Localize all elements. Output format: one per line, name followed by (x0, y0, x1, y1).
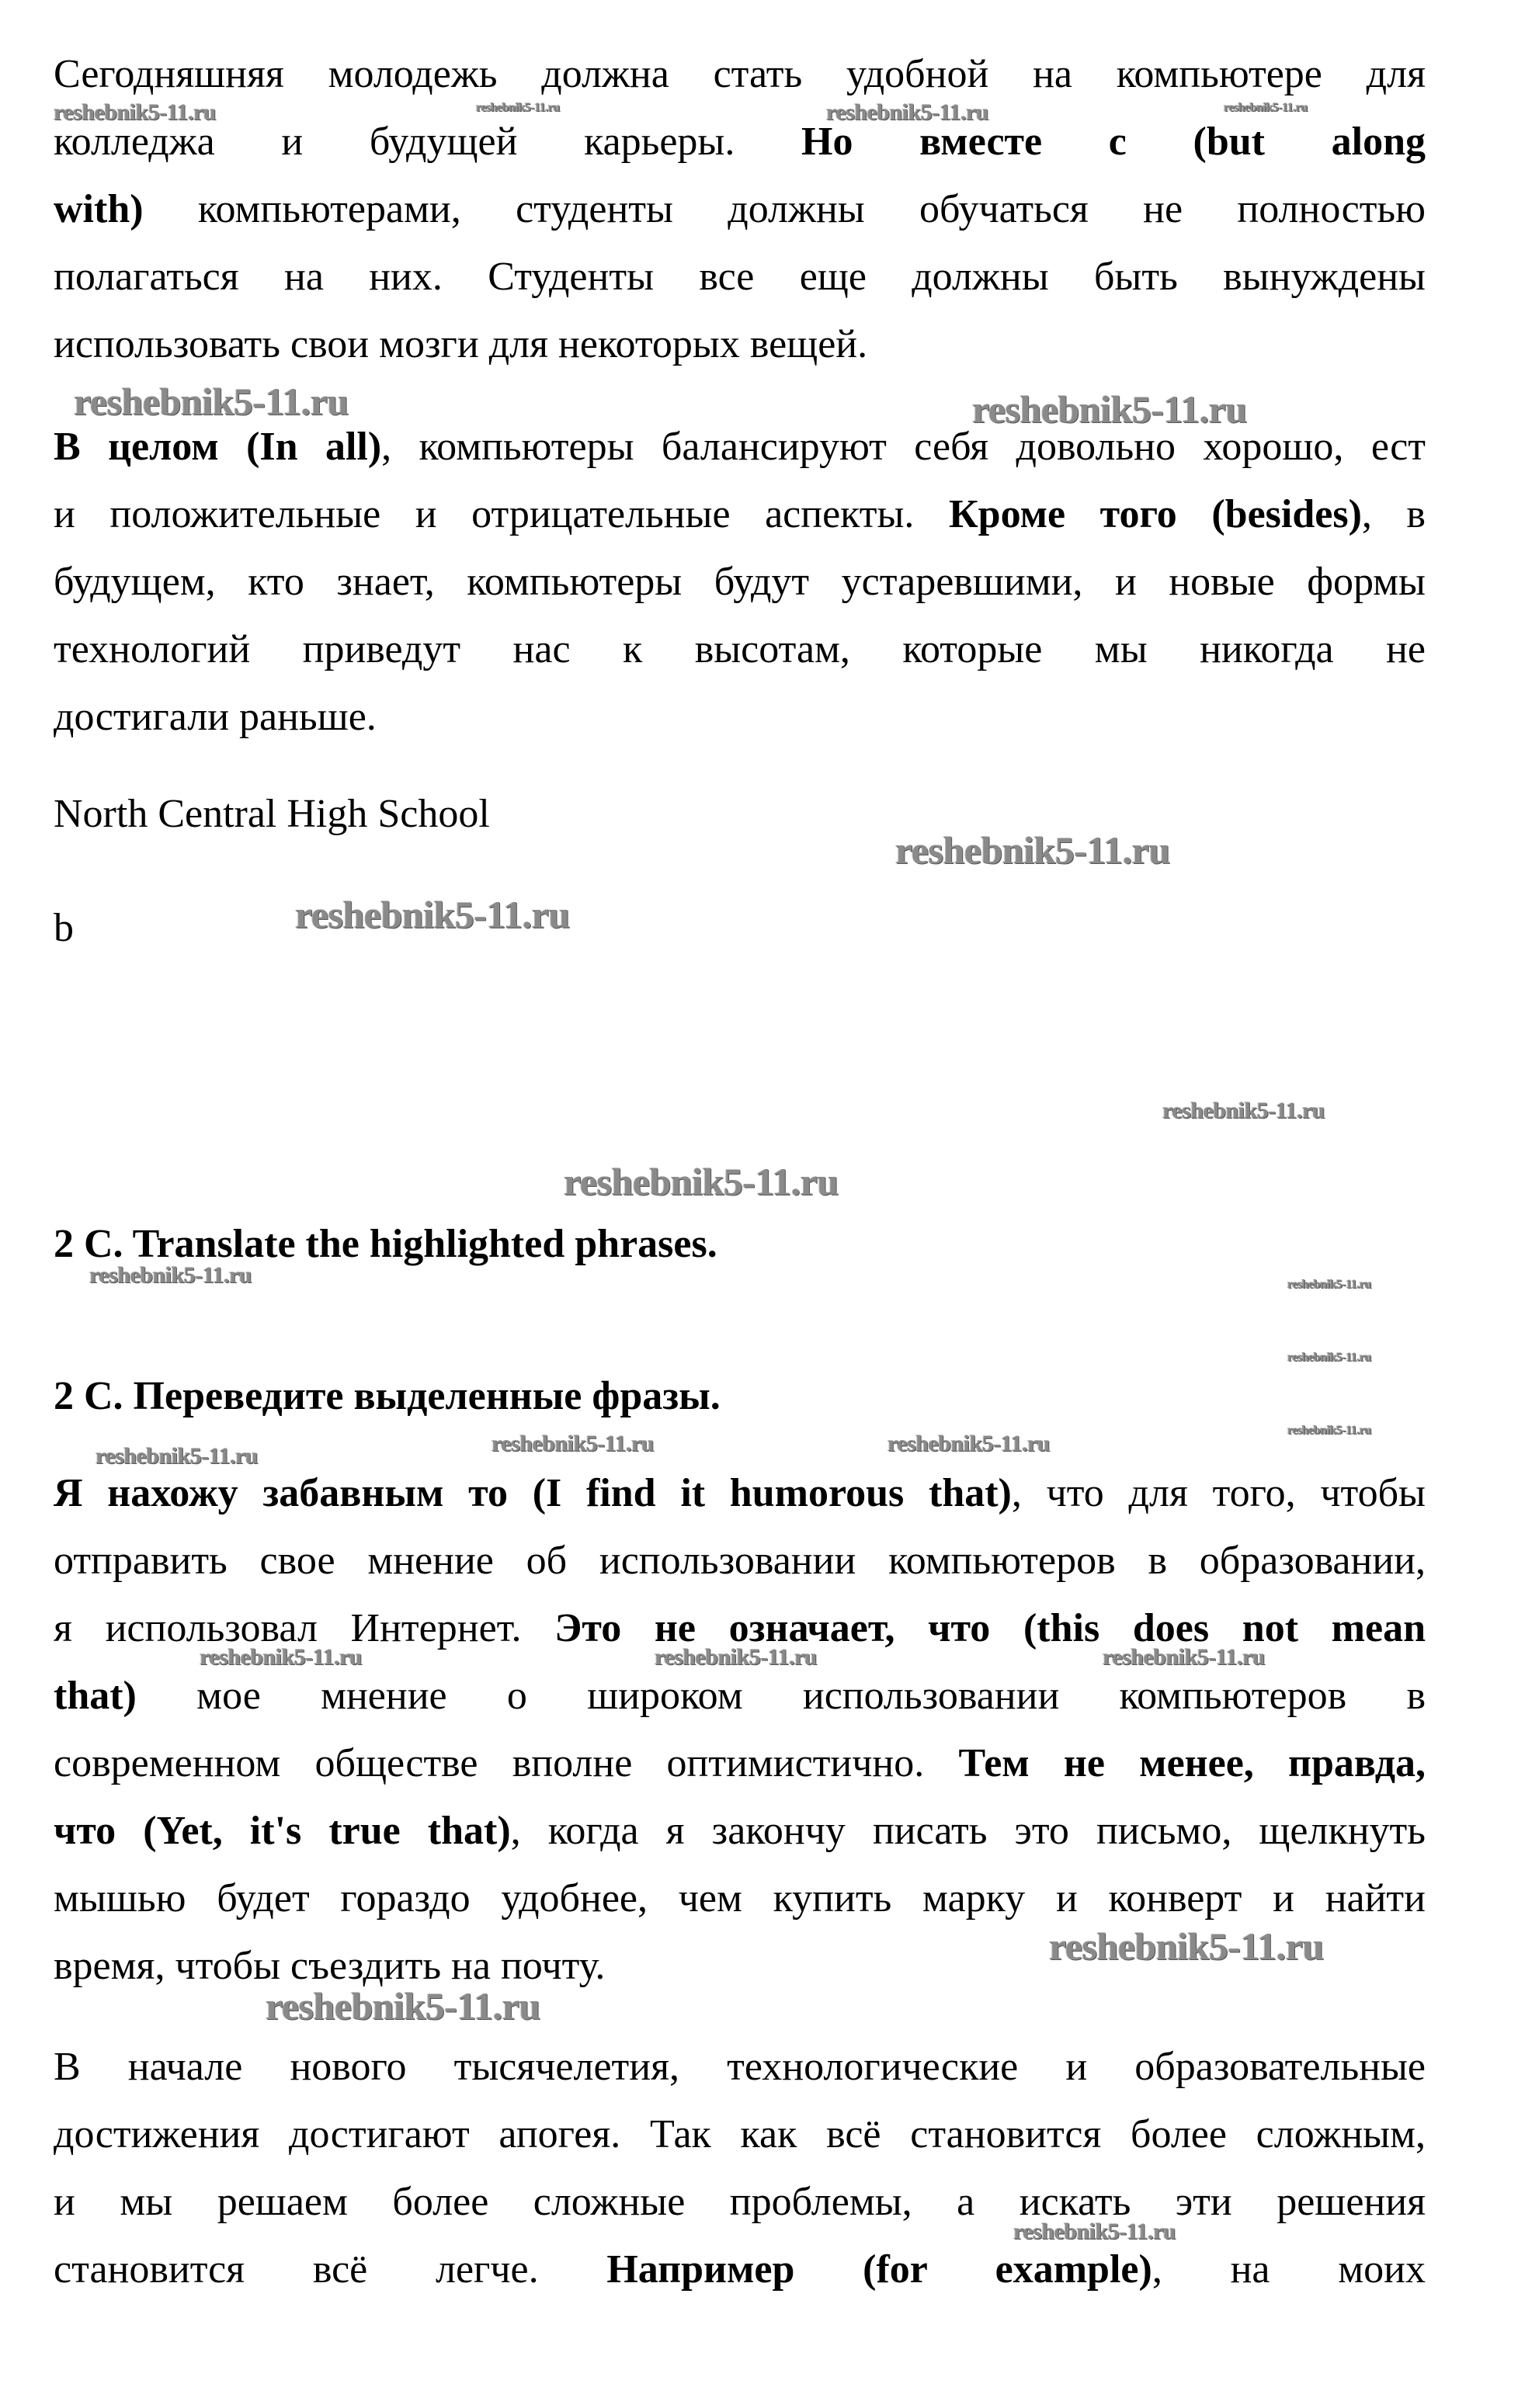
text-line (54, 2168, 1426, 2236)
text-segment: компьютерами, студенты должны обучаться не полностью (143, 187, 1426, 231)
watermark: reshebnik5-11.ru (826, 99, 988, 125)
text-segment: , когда я закончу писать это письмо, щелкнуть (510, 1809, 1426, 1853)
text-line (54, 2236, 1426, 2303)
watermark: reshebnik5-11.ru (200, 1644, 362, 1670)
text-segment: Сегодняшняя молодежь должна стать удобной на компьютере для (54, 52, 1426, 96)
watermark: reshebnik5-11.ru (655, 1644, 817, 1670)
text-line (54, 548, 1426, 616)
text-segment: использовать свои мозги для некоторых вещей. (54, 322, 868, 366)
text-segment: , что для того, чтобы (1011, 1471, 1426, 1515)
watermark: reshebnik5-11.ru (1013, 2219, 1176, 2244)
watermark: reshebnik5-11.ru (1287, 1424, 1371, 1437)
text-segment: и мы решаем более сложные проблемы, а искать эти решения (54, 2180, 1426, 2224)
text-line (54, 2101, 1426, 2168)
text-line (54, 616, 1426, 683)
watermark: reshebnik5-11.ru (564, 1160, 839, 1203)
highlighted-phrase: with) (54, 187, 144, 231)
highlighted-phrase: Например (for example) (606, 2247, 1152, 2292)
highlighted-phrase: что (Yet, it's true that) (54, 1809, 511, 1853)
text-segment: будущем, кто знает, компьютеры будут устаревшими, и новые формы (54, 560, 1426, 604)
text-line (54, 175, 1426, 243)
watermark: reshebnik5-11.ru (972, 387, 1247, 431)
watermark: reshebnik5-11.ru (1224, 101, 1308, 114)
highlighted-phrase: Тем не менее, правда, (958, 1741, 1426, 1785)
watermark: reshebnik5-11.ru (89, 1262, 252, 1288)
text-segment: , на моих (1152, 2247, 1426, 2292)
text-segment: время, чтобы съездить на почту. (54, 1944, 606, 1988)
paragraph-millennium (54, 2033, 1426, 2303)
school-name: North Central High School (54, 792, 490, 836)
text-line (54, 311, 1426, 378)
text-segment: полагаться на них. Студенты все еще должны быть вынуждены (54, 255, 1426, 299)
text-segment: я использовал Интернет. (54, 1606, 555, 1650)
text-line (54, 108, 1426, 175)
watermark: reshebnik5-11.ru (96, 1443, 258, 1469)
text-segment: современном обществе вполне оптимистично. (54, 1741, 959, 1785)
text-line (54, 683, 1426, 751)
watermark: reshebnik5-11.ru (1103, 1644, 1265, 1670)
text-line (54, 1797, 1426, 1865)
highlighted-phrase: Но вместе с (but along (801, 120, 1426, 164)
watermark: reshebnik5-11.ru (295, 893, 570, 936)
watermark: reshebnik5-11.ru (492, 1431, 654, 1456)
heading-translate-en: 2 C. Translate the highlighted phrases. (54, 1222, 717, 1266)
watermark: reshebnik5-11.ru (54, 99, 216, 125)
answer-letter: b (54, 906, 74, 950)
text-line (54, 1662, 1426, 1730)
watermark: reshebnik5-11.ru (1287, 1278, 1371, 1291)
highlighted-phrase: В целом (In all) (54, 425, 382, 469)
text-segment: мышью будет гораздо удобнее, чем купить марку и конверт и найти (54, 1876, 1426, 1921)
text-segment: отправить свое мнение об использовании компьютеров в образовании, (54, 1539, 1426, 1583)
text-segment: и положительные и отрицательные аспекты. (54, 492, 949, 536)
text-segment: достигали раньше. (54, 695, 377, 739)
text-line (54, 1459, 1426, 1527)
text-line (54, 40, 1426, 108)
text-segment: технологий приведут нас к высотам, которые мы никогда не (54, 627, 1426, 671)
text-segment: , в (1361, 492, 1426, 536)
highlighted-phrase: Кроме того (besides) (948, 492, 1362, 536)
paragraph-computers-students (54, 40, 1426, 378)
text-segment: становится всё легче. (54, 2247, 607, 2292)
highlighted-phrase: Это не означает, что (this does not mean (554, 1606, 1426, 1650)
paragraph-in-all (54, 413, 1426, 751)
watermark: reshebnik5-11.ru (895, 828, 1170, 872)
highlighted-phrase: Я нахожу забавным то (I find it humorous that) (54, 1471, 1012, 1515)
text-line (54, 243, 1426, 311)
text-segment: В начале нового тысячелетия, технологические и образовательные (54, 2045, 1426, 2089)
text-line (54, 1865, 1426, 1932)
text-segment: , компьютеры балансируют себя довольно хорошо, ест (381, 425, 1426, 469)
text-line (54, 1730, 1426, 1797)
text-segment: мое мнение о широком использовании компьютеров в (136, 1674, 1426, 1718)
paragraph-humorous (54, 1459, 1426, 2000)
heading-translate-ru: 2 C. Переведите выделенные фразы. (54, 1374, 721, 1418)
text-segment: колледжа и будущей карьеры. (54, 120, 802, 164)
watermark: reshebnik5-11.ru (266, 1984, 540, 2028)
text-segment: достижения достигают апогея. Так как всё становится более сложным, (54, 2112, 1426, 2156)
watermark: reshebnik5-11.ru (888, 1431, 1050, 1456)
text-line (54, 1527, 1426, 1594)
highlighted-phrase: that) (54, 1674, 137, 1718)
watermark: reshebnik5-11.ru (476, 101, 560, 114)
text-line (54, 2033, 1426, 2101)
watermark: reshebnik5-11.ru (1162, 1098, 1325, 1123)
watermark: reshebnik5-11.ru (1049, 1924, 1324, 1968)
watermark: reshebnik5-11.ru (74, 380, 349, 423)
text-line (54, 481, 1426, 548)
watermark: reshebnik5-11.ru (1287, 1351, 1371, 1364)
